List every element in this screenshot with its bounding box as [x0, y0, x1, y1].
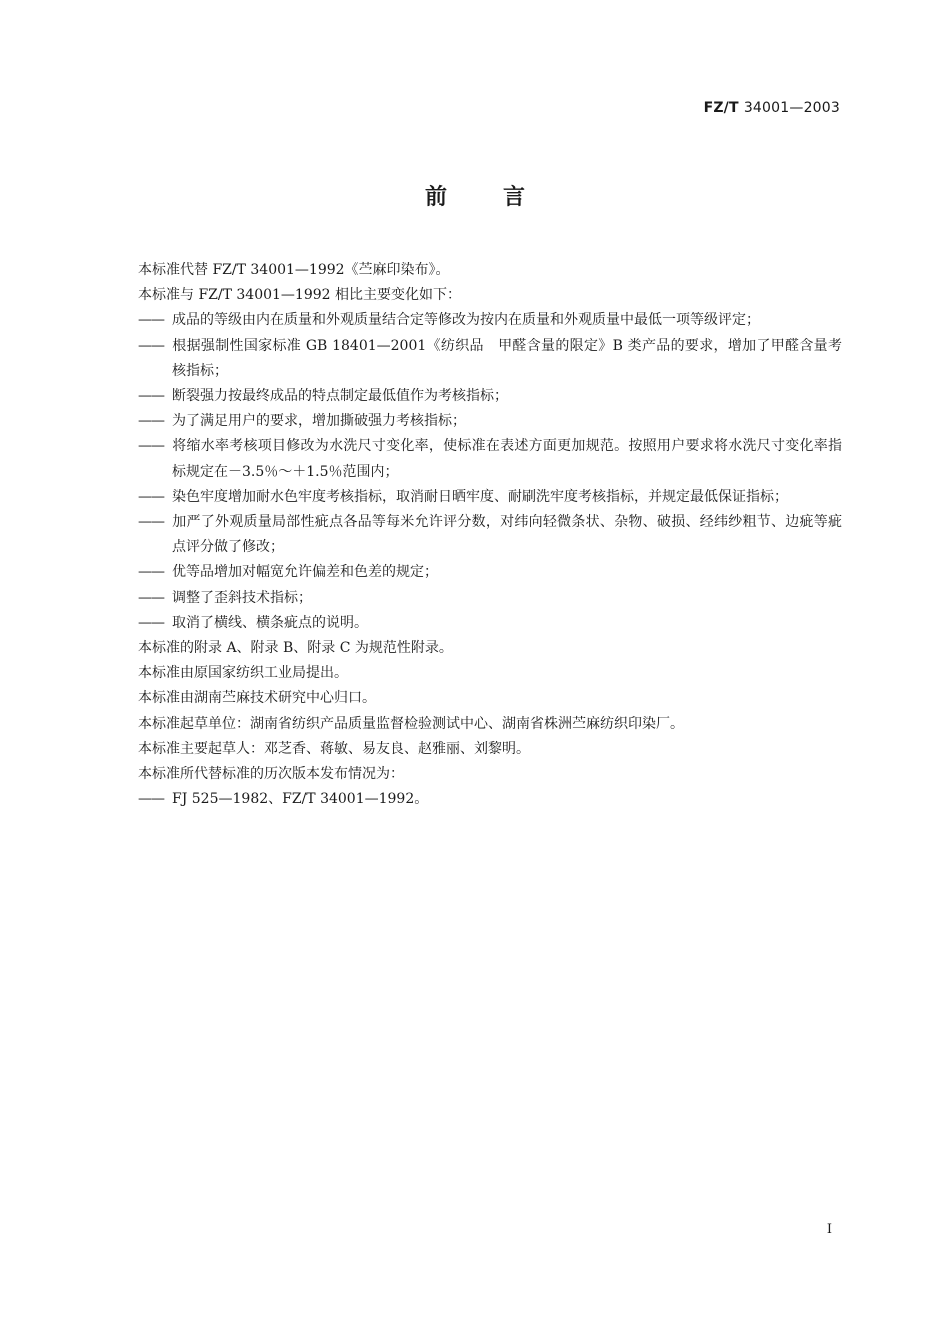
- changes-list: [138, 308, 842, 636]
- change-item: [138, 560, 842, 585]
- dash-marker: ——: [138, 438, 164, 455]
- dash-marker: ——: [138, 791, 164, 808]
- change-item: [138, 611, 842, 636]
- managed-by: 本标准由湖南苎麻技术研究中心归口。: [138, 690, 376, 707]
- history-text: FJ 525—1982、FZ/T 34001—1992。: [172, 791, 429, 808]
- change-item: [138, 334, 842, 384]
- change-text: 将缩水率考核项目修改为水洗尺寸变化率，使标准在表述方面更加规范。按照用户要求将水洗尺寸变化率指标规定在－3.5％～＋1.5％范围内；: [172, 438, 842, 480]
- standard-code: [704, 100, 840, 116]
- change-text: 成品的等级由内在质量和外观质量结合定等修改为按内在质量和外观质量中最低一项等级评定；: [172, 312, 760, 329]
- dash-marker: ——: [138, 614, 164, 631]
- change-text: 取消了横线、横条疵点的说明。: [172, 614, 368, 631]
- changes-intro: 本标准与 FZ/T 34001—1992 相比主要变化如下：: [138, 287, 462, 304]
- change-item: [138, 434, 842, 484]
- change-text: 为了满足用户的要求，增加撕破强力考核指标；: [172, 413, 466, 430]
- page-title: 前言: [424, 185, 581, 210]
- dash-marker: ——: [138, 564, 164, 581]
- change-text: 染色牢度增加耐水色牢度考核指标，取消耐日晒牢度、耐刷洗牢度考核指标，并规定最低保证指标；: [172, 488, 788, 505]
- dash-marker: ——: [138, 488, 164, 505]
- change-text: 根据强制性国家标准 GB 18401—2001《纺织品 甲醛含量的限定》B 类产品的要求，增加了甲醛含量考核指标；: [172, 337, 842, 379]
- dash-marker: ——: [138, 413, 164, 430]
- page-number: I: [826, 1222, 832, 1237]
- dash-marker: ——: [138, 388, 164, 405]
- history-intro: 本标准所代替标准的历次版本发布情况为：: [138, 766, 404, 783]
- change-text: 断裂强力按最终成品的特点制定最低值作为考核指标；: [172, 388, 508, 405]
- standard-number: 34001—2003: [743, 100, 840, 116]
- change-item: [138, 510, 842, 560]
- change-text: 加严了外观质量局部性疵点各品等每米允许评分数，对纬向轻微条状、杂物、破损、经纬纱粗节、边疵等疵点评分做了修改；: [172, 514, 842, 556]
- dash-marker: ——: [138, 514, 164, 531]
- dash-marker: ——: [138, 312, 164, 329]
- dash-marker: ——: [138, 589, 164, 606]
- proposed-by: 本标准由原国家纺织工业局提出。: [138, 665, 348, 682]
- change-item: [138, 308, 842, 333]
- change-item: [138, 384, 842, 409]
- drafters: 本标准主要起草人：邓芝香、蒋敏、易友良、赵雅丽、刘黎明。: [138, 740, 530, 757]
- change-item: [138, 409, 842, 434]
- history-item: [138, 787, 842, 812]
- change-text: 优等品增加对幅宽允许偏差和色差的规定；: [172, 564, 438, 581]
- appendix-statement: 本标准的附录 A、附录 B、附录 C 为规范性附录。: [138, 640, 453, 657]
- change-item: [138, 586, 842, 611]
- standard-prefix: FZ/T: [703, 100, 739, 116]
- drafting-units: 本标准起草单位：湖南省纺织产品质量监督检验测试中心、湖南省株洲苎麻纺织印染厂。: [138, 715, 684, 732]
- change-item: [138, 485, 842, 510]
- change-text: 调整了歪斜技术指标；: [172, 589, 312, 606]
- replacement-statement: 本标准代替 FZ/T 34001—1992《苎麻印染布》。: [138, 262, 450, 278]
- dash-marker: ——: [138, 337, 164, 354]
- foreword-body: [138, 258, 842, 812]
